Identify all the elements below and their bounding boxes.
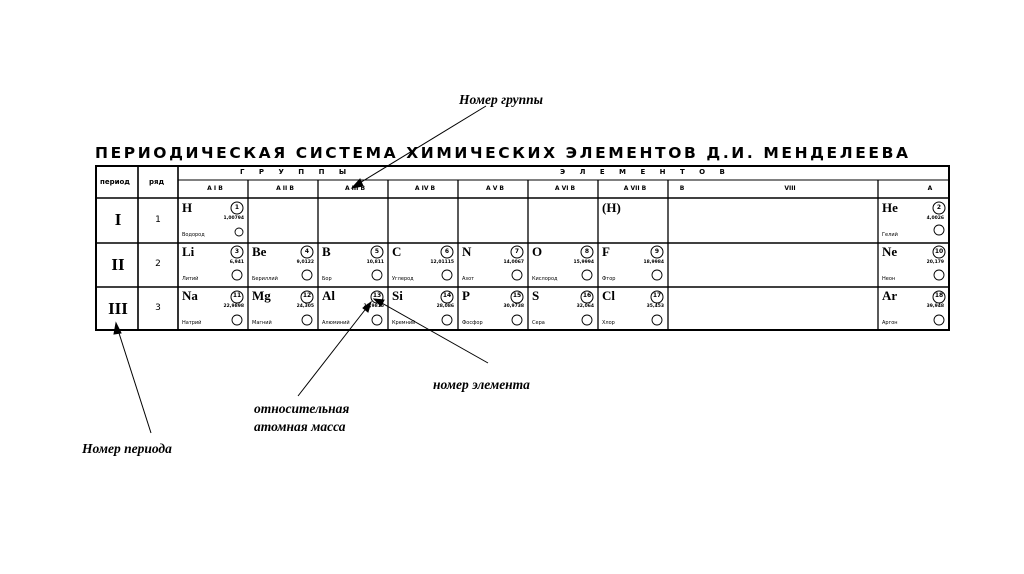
element-number: 10 [934,248,944,255]
annotation-relative-mass [254,400,349,436]
element-mass: 26,9815 [363,304,384,309]
group-header-8: В [679,185,685,192]
element-cell [462,288,526,330]
element-number: 7 [514,248,520,255]
element-symbol: Cl [602,288,615,303]
group-header-4: А IV В [414,185,436,192]
header-elements: Э Л Е М Е Н Т О В [560,168,731,176]
element-name: Магний [252,320,272,326]
annotation-relative-mass-line2: атомная масса [254,419,346,434]
annotation-element-number: номер элемента [433,377,530,392]
element-number: 9 [654,248,660,255]
group-header-9: VIII [784,185,796,192]
group-header-6: А VI В [554,185,576,192]
element-name: Углерод [392,276,414,282]
period-1: I [114,210,122,229]
element-number: 16 [582,292,592,299]
header-row: ряд [149,178,165,186]
element-symbol: O [532,244,543,259]
element-symbol: C [392,244,402,259]
element-symbol: Na [182,288,198,303]
element-number: 11 [232,292,242,299]
element-name: Аргон [882,320,898,326]
element-cell [322,288,386,330]
element-cell [462,244,526,286]
element-mass: 32,064 [576,304,594,309]
element-symbol: Ar [882,288,898,303]
group-header-5: А V В [485,185,505,192]
element-name: Сера [532,320,545,326]
element-symbol: Si [392,288,403,303]
element-cell [392,288,456,330]
element-number: 15 [512,292,522,299]
element-cell [322,244,386,286]
element-number: 17 [652,292,662,299]
element-mass: 39,948 [926,304,944,309]
element-number: 12 [302,292,312,299]
element-symbol: P [462,288,470,303]
element-name: Бериллий [252,276,278,282]
element-cell [882,288,946,330]
annotation-period-number: Номер периода [82,441,172,456]
row-2: 2 [155,259,161,269]
element-cell [252,288,316,330]
element-mass: 30,9738 [503,304,524,309]
element-cell [392,244,456,286]
element-number: 2 [936,204,942,211]
annotation-group-number: Номер группы [459,92,544,107]
element-cell [882,244,946,286]
element-mass: 15,9994 [573,260,594,265]
element-name: Кислород [532,276,558,282]
element-number: 18 [934,292,944,299]
element-symbol: Li [182,244,195,259]
element-name: Бор [322,276,332,282]
element-cell [182,200,246,242]
element-name: Хлор [602,320,615,326]
group-header-7: А VII В [623,185,647,192]
element-mass: 12,01115 [430,260,454,265]
element-mass: 18,9984 [643,260,664,265]
element-number: 6 [444,248,450,255]
element-cell [602,200,666,242]
element-name: Гелий [882,232,898,238]
group-header-1: А I В [207,185,223,192]
row-3: 3 [155,303,161,313]
group-header-2: А II В [276,185,294,192]
element-mass: 10,811 [366,260,384,265]
element-mass: 14,0067 [503,260,524,265]
element-symbol: (H) [602,200,621,215]
element-mass: 6,941 [229,260,244,265]
element-cell [532,244,596,286]
element-symbol: N [462,244,472,259]
element-symbol: S [532,288,540,303]
period-2: II [111,255,125,274]
element-number: 4 [304,248,310,255]
element-mass: 20,179 [926,260,944,265]
element-number: 14 [442,292,452,299]
element-mass: 24,305 [296,304,314,309]
element-number: 8 [584,248,590,255]
header-groups: Г Р У П П Ы [240,168,353,176]
element-cell [182,244,246,286]
element-mass: 9,0122 [296,260,314,265]
element-symbol: Be [252,244,267,259]
element-name: Натрий [182,320,202,326]
annotation-relative-mass-line1: относительная [254,401,350,416]
element-name: Фосфор [462,320,483,326]
element-number: 5 [374,248,380,255]
element-mass: 4,0026 [926,216,944,221]
element-cell [602,244,666,286]
element-mass: 28,086 [436,304,454,309]
page-title: ПЕРИОДИЧЕСКАЯ СИСТЕМА ХИМИЧЕСКИХ ЭЛЕМЕНТОВ Д.И. МЕНДЕЛЕЕВА [95,144,911,162]
header-period: период [100,178,130,186]
element-symbol: B [322,244,331,259]
element-symbol: He [882,200,898,215]
element-cell [182,288,246,330]
element-number: 3 [234,248,240,255]
element-symbol: Mg [252,288,271,303]
element-number: 1 [234,204,240,211]
element-mass: 22,9898 [223,304,244,309]
group-header-10: А [927,185,933,192]
element-symbol: F [602,244,610,259]
element-symbol: Al [322,288,335,303]
element-cell [252,244,316,286]
group-header-3: А III В [344,185,366,192]
period-3: III [108,299,128,318]
element-symbol: H [182,200,193,215]
row-1: 1 [155,215,161,225]
element-symbol: Ne [882,244,898,259]
element-name: Литий [182,276,199,282]
element-name: Кремний [392,320,416,326]
element-name: Неон [882,276,896,282]
element-name: Фтор [602,276,616,282]
element-cell [532,288,596,330]
element-cell [882,200,946,242]
element-mass: 35,453 [646,304,664,309]
element-name: Алюминий [322,320,350,326]
element-number: 13 [372,292,382,299]
element-name: Водород [182,232,205,238]
element-mass: 1,00794 [223,216,244,221]
element-cell [602,288,666,330]
element-name: Азот [462,276,475,282]
